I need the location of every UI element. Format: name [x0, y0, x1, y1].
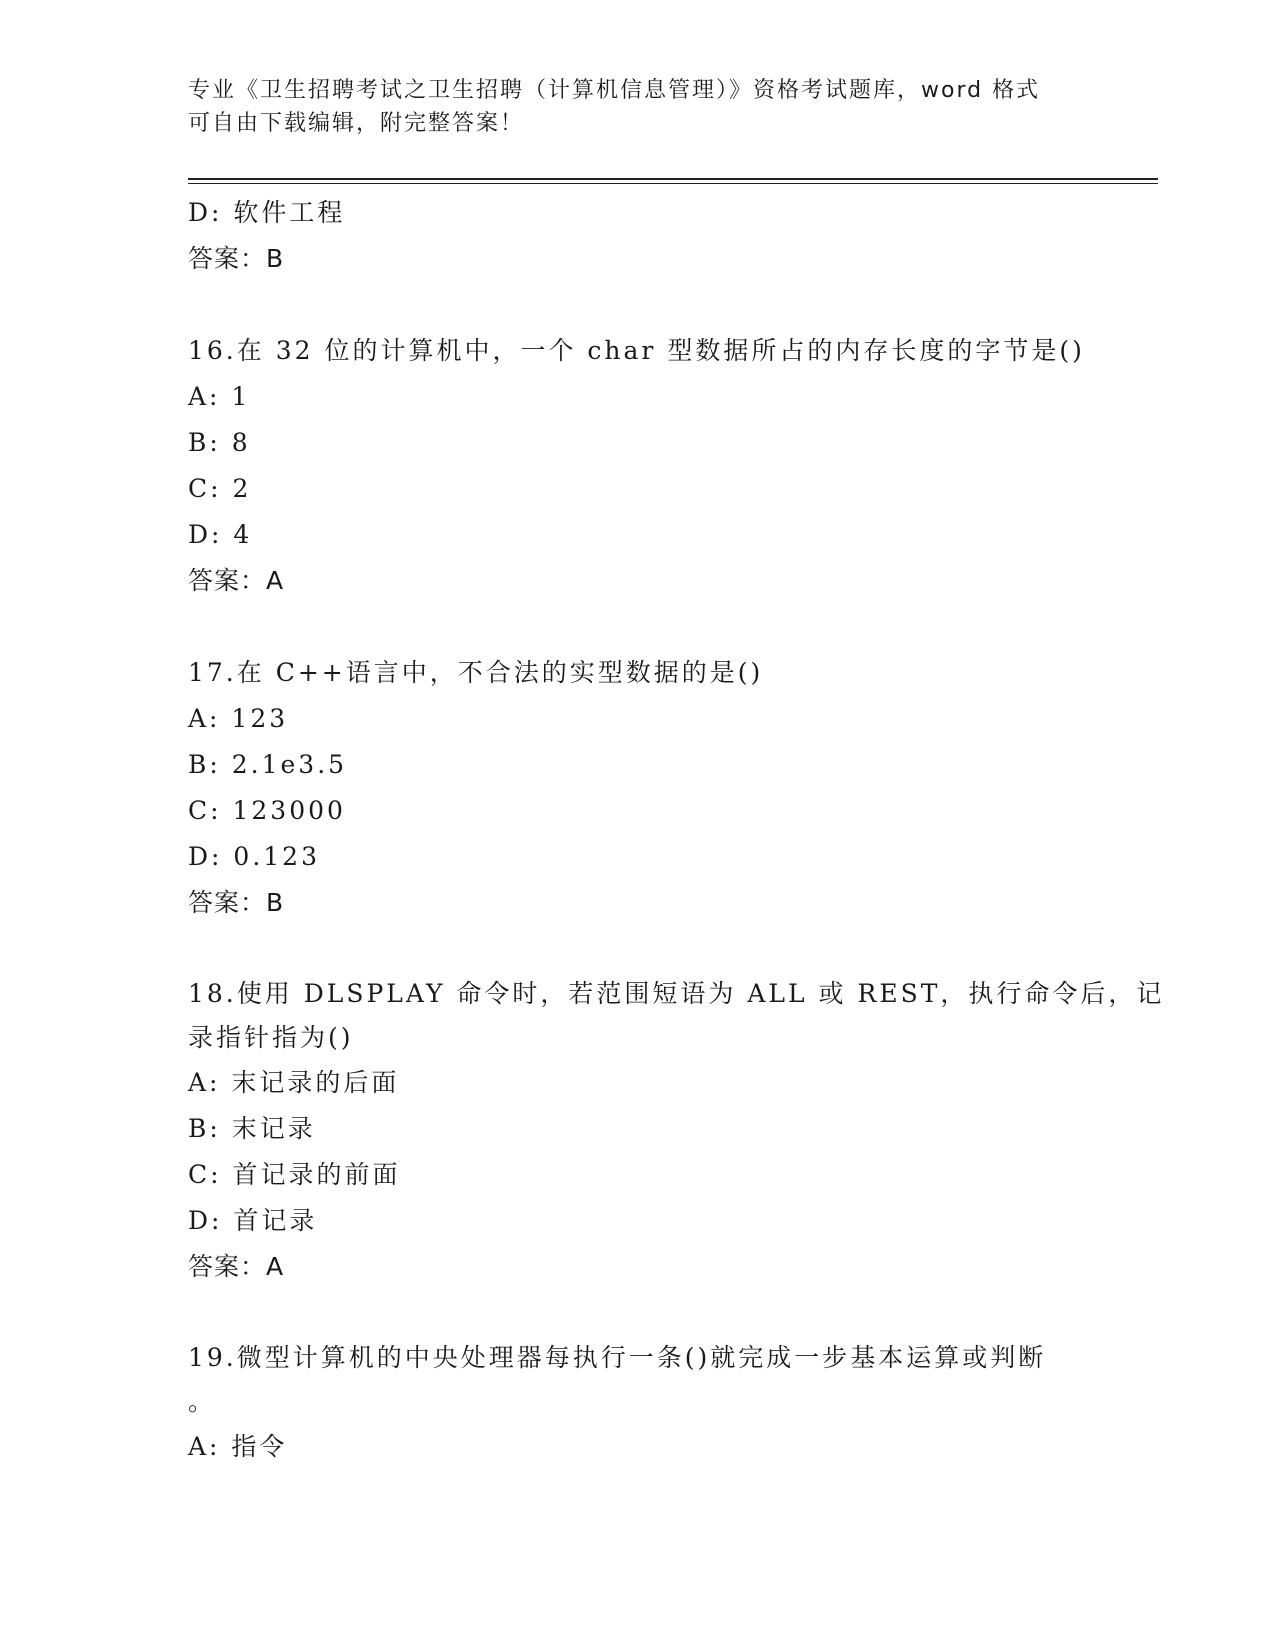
answer: 答案：B — [188, 244, 285, 273]
option-a: A: 1 — [188, 382, 251, 411]
option-a: A: 123 — [188, 704, 289, 733]
option-c: C: 2 — [188, 474, 252, 503]
question-17 — [188, 650, 1088, 926]
option-c: C: 首记录的前面 — [188, 1160, 401, 1189]
question-stem: 16.在 32 位的计算机中，一个 char 型数据所占的内存长度的字节是() — [188, 336, 1085, 365]
question-stem: 17.在 C++语言中，不合法的实型数据的是() — [188, 658, 764, 687]
answer: 答案：A — [188, 1252, 285, 1281]
option-b: B: 8 — [188, 428, 251, 457]
option-c: C: 123000 — [188, 796, 346, 825]
question-stem: 19.微型计算机的中央处理器每执行一条()就完成一步基本运算或判断 — [188, 1343, 1047, 1372]
header-line-1: 专业《卫生招聘考试之卫生招聘（计算机信息管理）》资格考试题库，word 格式 — [188, 78, 1041, 103]
question-list — [188, 190, 1165, 1470]
option-b: B: 2.1e3.5 — [188, 750, 348, 779]
question-stem: 18.使用 DLSPLAY 命令时，若范围短语为 ALL 或 REST，执行命令后，记 — [188, 979, 1165, 1008]
option-a: A: 指令 — [188, 1432, 288, 1461]
answer: 答案：A — [188, 566, 285, 595]
question-stem-continued: 录指针指为() — [188, 1023, 354, 1052]
option-b: B: 末记录 — [188, 1114, 316, 1143]
answer: 答案：B — [188, 888, 285, 917]
option-a: A: 末记录的后面 — [188, 1068, 400, 1097]
question-18 — [188, 972, 1165, 1290]
question-19 — [188, 1336, 1088, 1470]
option-d: D: 4 — [188, 520, 253, 549]
option-d: D: 0.123 — [188, 842, 320, 871]
question-stem-continued: 。 — [188, 1387, 217, 1416]
question-16 — [188, 328, 1088, 604]
option-d: D: 软件工程 — [188, 198, 346, 227]
header-divider — [188, 178, 1158, 180]
option-d: D: 首记录 — [188, 1206, 318, 1235]
page-header — [188, 74, 1088, 140]
header-line-2: 可自由下载编辑，附完整答案！ — [188, 111, 525, 136]
header-divider-thin — [188, 183, 1158, 184]
